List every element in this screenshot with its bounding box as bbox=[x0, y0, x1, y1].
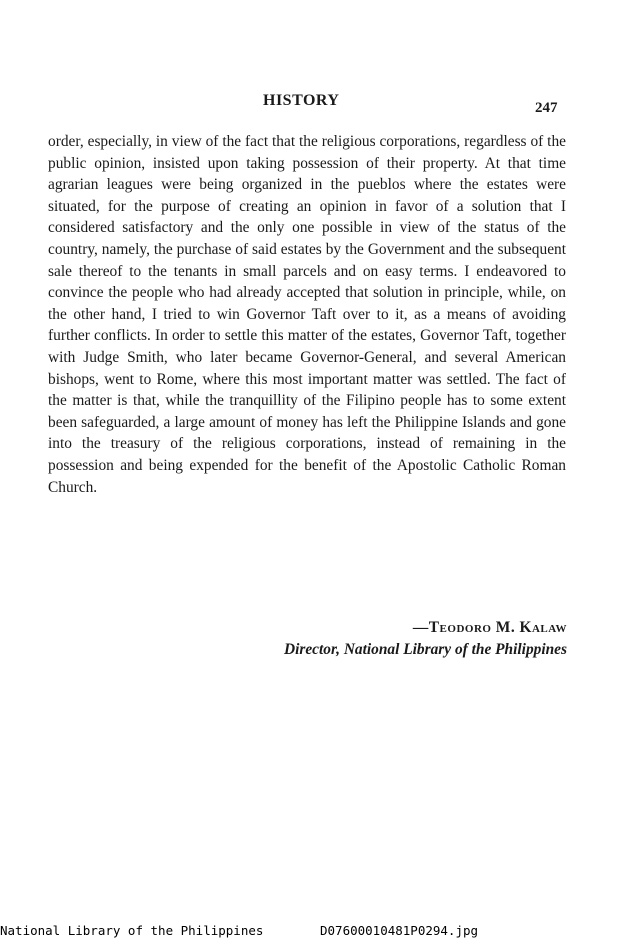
page-number: 247 bbox=[535, 100, 558, 116]
signature-block bbox=[284, 617, 567, 661]
author-title: Director, National Library of the Philippines bbox=[283, 641, 567, 658]
footer-source: National Library of the Philippines bbox=[0, 923, 264, 938]
footer-filename: D07600010481P0294.jpg bbox=[320, 923, 479, 938]
page-header bbox=[0, 92, 628, 116]
body-paragraph: order, especially, in view of the fact that the religious corporations, regardless of the public opinion, insisted upon taking possession of their property. At that time agrarian leagues were being organized in the pueblos where the estates were situated, for the purpose of creating an opinion in favor of a solution that I considered satisfactory and the only one possible in view of the status of the country, namely, the purchase of said estates by the Government and the subsequent sale thereof to the tenants in small parcels and on easy terms. I endeavored to convince the people who had already accepted that solution in principle, while, on the other hand, I tried to win Governor Taft over to it, as a means of avoiding further conflicts. In order to settle this matter of the estates, Governor Taft, together with Judge Smith, who later became Governor-General, and several American bishops, went to Rome, where this most important matter was settled. The fact of the matter is that, while the tranquillity of the Filipino people has to some extent been safeguarded, a large amount of money has left the Philippine Islands and gone into the treasury of the religious corporations, instead of remaining in the possession and being expended for the benefit of the Apostolic Catholic Roman Church. bbox=[48, 133, 566, 496]
scan-footer bbox=[0, 923, 628, 938]
running-head: HISTORY bbox=[263, 92, 340, 109]
author-name: —Teodoro M. Kalaw bbox=[412, 619, 567, 636]
